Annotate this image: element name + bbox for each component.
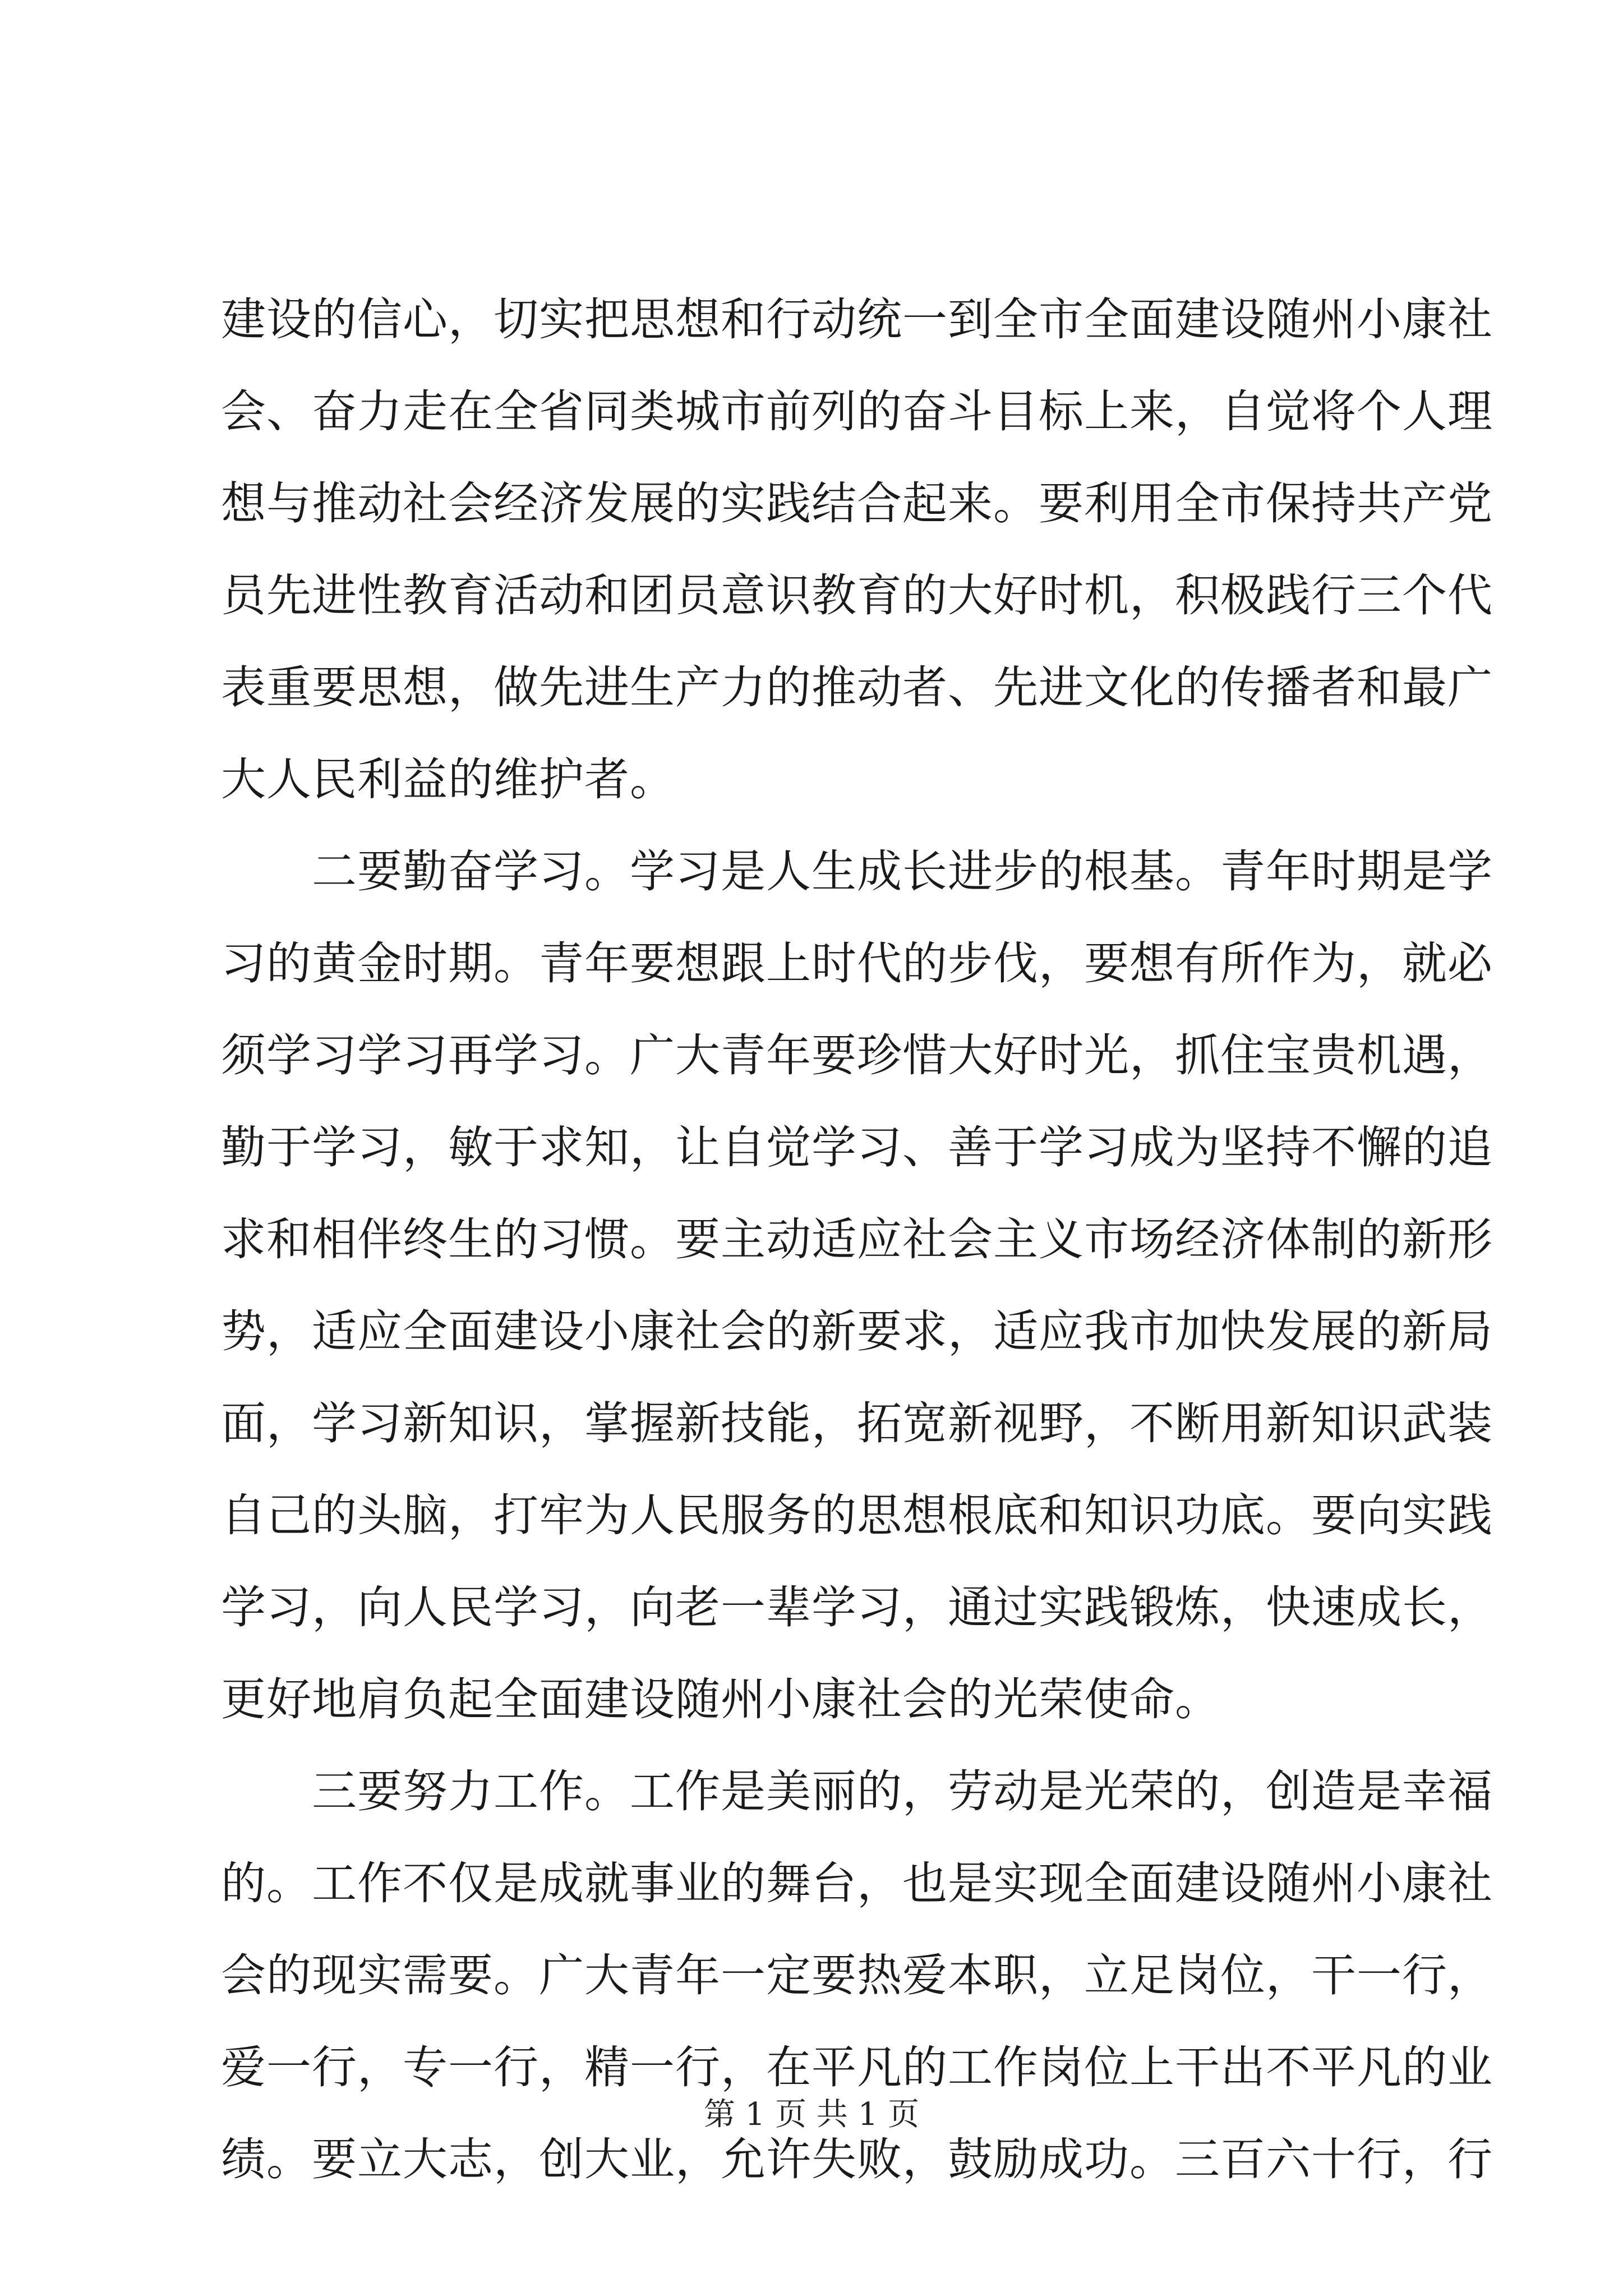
text-line: 须学习学习再学习。广大青年要珍惜大好时光，抓住宝贵机遇， [221, 1029, 1493, 1082]
text-line: 面，学习新知识，掌握新技能，拓宽新视野，不断用新知识武装 [221, 1397, 1493, 1450]
text-line: 的。工作不仅是成就事业的舞台，也是实现全面建设随州小康社 [221, 1857, 1493, 1910]
text-line: 爱一行，专一行，精一行，在平凡的工作岗位上干出不平凡的业 [221, 2041, 1493, 2093]
text-line: 大人民利益的维护者。 [221, 753, 675, 806]
text-line: 表重要思想，做先进生产力的推动者、先进文化的传播者和最广 [221, 661, 1493, 714]
text-line: 三要努力工作。工作是美丽的，劳动是光荣的，创造是幸福 [221, 1765, 1493, 1818]
text-line: 会的现实需要。广大青年一定要热爱本职，立足岗位，干一行， [221, 1949, 1493, 2001]
text-line: 会、奋力走在全省同类城市前列的奋斗目标上来，自觉将个人理 [221, 385, 1493, 438]
text-line: 习的黄金时期。青年要想跟上时代的步伐，要想有所作为，就必 [221, 937, 1493, 990]
text-line: 绩。要立大志，创大业，允许失败，鼓励成功。三百六十行，行 [221, 2133, 1493, 2185]
text-line: 求和相伴终生的习惯。要主动适应社会主义市场经济体制的新形 [221, 1213, 1493, 1266]
text-line: 勤于学习，敏于求知，让自觉学习、善于学习成为坚持不懈的追 [221, 1121, 1493, 1174]
text-line: 学习，向人民学习，向老一辈学习，通过实践锻炼，快速成长， [221, 1581, 1493, 1634]
text-line: 势，适应全面建设小康社会的新要求，适应我市加快发展的新局 [221, 1305, 1493, 1358]
text-line: 更好地肩负起全面建设随州小康社会的光荣使命。 [221, 1673, 1220, 1726]
text-line: 自己的头脑，打牢为人民服务的思想根底和知识功底。要向实践 [221, 1489, 1493, 1542]
text-line: 员先进性教育活动和团员意识教育的大好时机，积极践行三个代 [221, 569, 1493, 622]
text-line: 想与推动社会经济发展的实践结合起来。要利用全市保持共产党 [221, 477, 1493, 530]
page-footer: 第 1 页 共 1 页 [703, 2096, 920, 2133]
text-line: 建设的信心，切实把思想和行动统一到全市全面建设随州小康社 [221, 293, 1493, 346]
text-line: 二要勤奋学习。学习是人生成长进步的根基。青年时期是学 [221, 845, 1493, 898]
